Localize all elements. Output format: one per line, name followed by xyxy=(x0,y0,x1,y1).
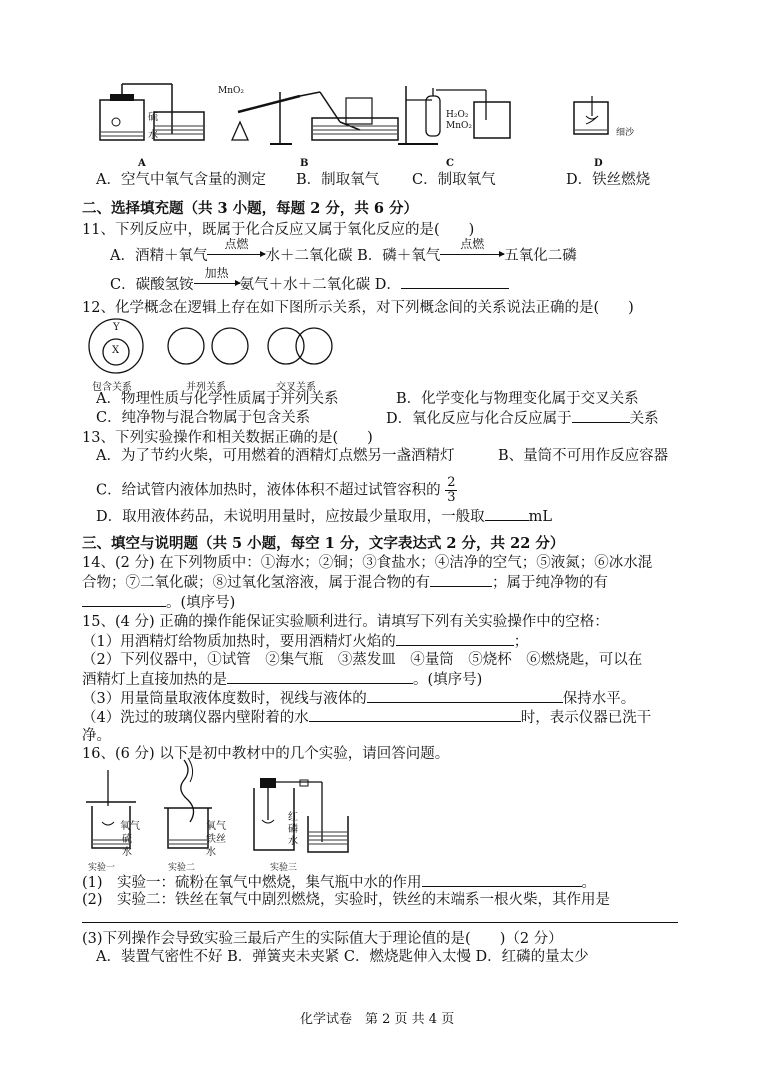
venn-caption-cross: 交叉关系 xyxy=(276,382,316,393)
reaction-arrow: 加热 xyxy=(194,275,240,295)
q13-d-blank[interactable] xyxy=(485,506,529,521)
reaction-arrow: 点燃 xyxy=(207,246,265,266)
venn-label-x: X xyxy=(112,345,120,356)
q15-line-4: 酒精灯上直接加热的是 。(填序号) xyxy=(82,669,482,690)
exp3-label-2: 磷 xyxy=(288,824,298,835)
q16-part-3-options: A．装置气密性不好 B．弹簧夹未夹紧 C．燃烧匙伸入太慢 D．红磷的量太少 xyxy=(96,949,589,965)
exp3-label-1: 红 xyxy=(288,812,298,823)
q14-line-3: 。(填序号) xyxy=(82,592,235,613)
q16-blank-2[interactable] xyxy=(82,908,678,923)
q13-option-b: B、量筒不可用作反应容器 xyxy=(498,448,669,464)
q11-a-right: 水＋二氧化碳 xyxy=(265,248,353,264)
q15-blank-3[interactable] xyxy=(367,688,563,703)
page-footer: 化学试卷 第 2 页 共 4 页 xyxy=(300,1012,455,1027)
exp1-label-water: 水 xyxy=(122,847,132,858)
fig-d-annot: 细沙 xyxy=(616,128,635,138)
fraction: $\frac{2}{3}$ xyxy=(447,475,456,505)
q15-line-1: 15、(4 分) 正确的操作能保证实验顺利进行。请填写下列有关实验操作中的空格： xyxy=(82,614,609,630)
q15-blank-4[interactable] xyxy=(309,707,521,722)
q11-d: D． xyxy=(374,277,401,293)
experiment-3-figure xyxy=(244,772,364,858)
exp3-label-3: 水 xyxy=(288,836,298,847)
q16-part-2: (2) 实验二：铁丝在氧气中剧烈燃烧，实验时，铁丝的末端系一根火柴，其作用是 xyxy=(82,892,611,908)
fig-label-c: C xyxy=(446,158,454,169)
q12-option-a: A．物理性质与化学性质属于并列关系 xyxy=(96,391,339,407)
q16-part-1: (1) 实验一：硫粉在氧气中燃烧，集气瓶中水的作用 。 xyxy=(82,872,596,893)
q11-d-blank[interactable] xyxy=(401,274,509,289)
section3-title: 三、填空与说明题（共 5 小题，每空 1 分，文字表达式 2 分，共 22 分） xyxy=(82,535,565,552)
q14-blank-mixture[interactable] xyxy=(430,572,492,587)
fig-c-annot-2: MnO₂ xyxy=(446,121,472,131)
q11-c-right: 氨气＋水＋二氧化碳 xyxy=(239,277,371,293)
q12-option-d: D．氧化反应与化合反应属于 关系 xyxy=(386,408,659,429)
section2-title: 二、选择填充题（共 3 小题，每题 2 分，共 6 分） xyxy=(82,200,419,217)
q14-blank-pure[interactable] xyxy=(82,592,166,607)
fig-b-annot: MnO₂ xyxy=(218,86,244,96)
exp2-caption: 实验二 xyxy=(168,863,196,873)
q15-line-5: （3）用量筒量取液体度数时，视线与液体的 保持水平。 xyxy=(82,688,635,709)
fig-c-annot-1: H₂O₂ xyxy=(446,110,469,120)
q11-a-left: A．酒精＋氧气 xyxy=(110,248,208,264)
exp1-label-sulfur: 硫 xyxy=(122,834,132,845)
reaction-arrow: 点燃 xyxy=(440,246,504,266)
q12-d-blank[interactable] xyxy=(572,408,630,423)
q11-options-cd xyxy=(110,266,509,295)
venn-caption-parallel: 并列关系 xyxy=(186,382,226,393)
q13-option-d: D．取用液体药品，未说明用量时，应按最少量取用，一般取 mL xyxy=(96,506,552,527)
q15-line-7: 净。 xyxy=(82,728,111,744)
fig-label-d: D xyxy=(594,158,603,169)
q11-options-ab xyxy=(110,237,577,266)
q12-option-c: C．纯净物与混合物属于包含关系 xyxy=(96,410,311,426)
q13-option-c: C．给试管内液体加热时，液体体积不超过试管容积的 $\frac{2}{3}$ xyxy=(96,475,456,505)
q16-stem: 16、(6 分) 以下是初中教材中的几个实验，请回答问题。 xyxy=(82,746,450,762)
q10-option-c: C．制取氧气 xyxy=(412,172,496,188)
venn-label-y: Y xyxy=(113,322,120,333)
q15-blank-1[interactable] xyxy=(396,631,514,646)
q15-blank-2[interactable] xyxy=(227,669,413,684)
experiment-1-figure xyxy=(82,766,152,856)
exp3-caption: 实验三 xyxy=(270,863,298,873)
q14-line-1: 14、(2 分) 在下列物质中：①海水；②铜；③食盐水；④洁净的空气；⑤液氮；⑥冰水混 xyxy=(82,555,653,571)
q13-stem: 13、下列实验操作和相关数据正确的是( ) xyxy=(82,430,373,446)
venn-caption-contain: 包含关系 xyxy=(92,382,132,393)
q11-b-right: 五氧化二磷 xyxy=(504,248,577,264)
exp1-label-oxygen: 氧气 xyxy=(120,821,140,832)
q16-part-3: (3)下列操作会导致实验三最后产生的实际值大于理论值的是( )（2 分） xyxy=(82,931,563,947)
q15-line-2: （1）用酒精灯给物质加热时，要用酒精灯火焰的 ； xyxy=(82,631,528,652)
exp2-label-water: 水 xyxy=(206,847,216,858)
q11-stem: 11、下列反应中，既属于化合反应又属于氧化反应的是( ) xyxy=(82,222,475,238)
fig-a-annot-2: 水 xyxy=(148,130,158,141)
q15-line-6: （4）洗过的玻璃仪器内壁附着的水 时，表示仪器已洗干 xyxy=(82,707,651,728)
q10-option-d: D．铁丝燃烧 xyxy=(566,172,651,188)
exp1-caption: 实验一 xyxy=(88,863,116,873)
fig-label-b: B xyxy=(300,158,309,169)
q13-option-a: A．为了节约火柴，可用燃着的酒精灯点燃另一盏酒精灯 xyxy=(96,448,455,464)
q15-line-3: （2）下列仪器中，①试管 ②集气瓶 ③蒸发皿 ④量筒 ⑤烧杯 ⑥燃烧匙，可以在 xyxy=(82,652,643,668)
q11-b-left: B．磷＋氧气 xyxy=(357,248,441,264)
fig-label-a: A xyxy=(138,158,146,169)
q12-stem: 12、化学概念在逻辑上存在如下图所示关系，对下列概念间的关系说法正确的是( ) xyxy=(82,300,634,316)
exp2-label-oxygen: 氧气 xyxy=(206,821,226,832)
exp2-label-iron: 铁丝 xyxy=(206,834,226,845)
q14-line-2: 合物；⑦二氧化碳；⑧过氧化氢溶液，属于混合物的有 ；属于纯净物的有 xyxy=(82,572,608,593)
q16-blank-1[interactable] xyxy=(422,872,582,887)
venn-diagrams xyxy=(78,318,358,374)
q11-c-left: C．碳酸氢铵 xyxy=(110,277,194,293)
q10-option-a: A．空气中氧气含量的测定 xyxy=(96,172,266,188)
q12-option-b: B．化学变化与物理变化属于交叉关系 xyxy=(396,391,639,407)
fig-a-annot-1: 硫 xyxy=(148,112,158,123)
q10-option-b: B．制取氧气 xyxy=(296,172,380,188)
